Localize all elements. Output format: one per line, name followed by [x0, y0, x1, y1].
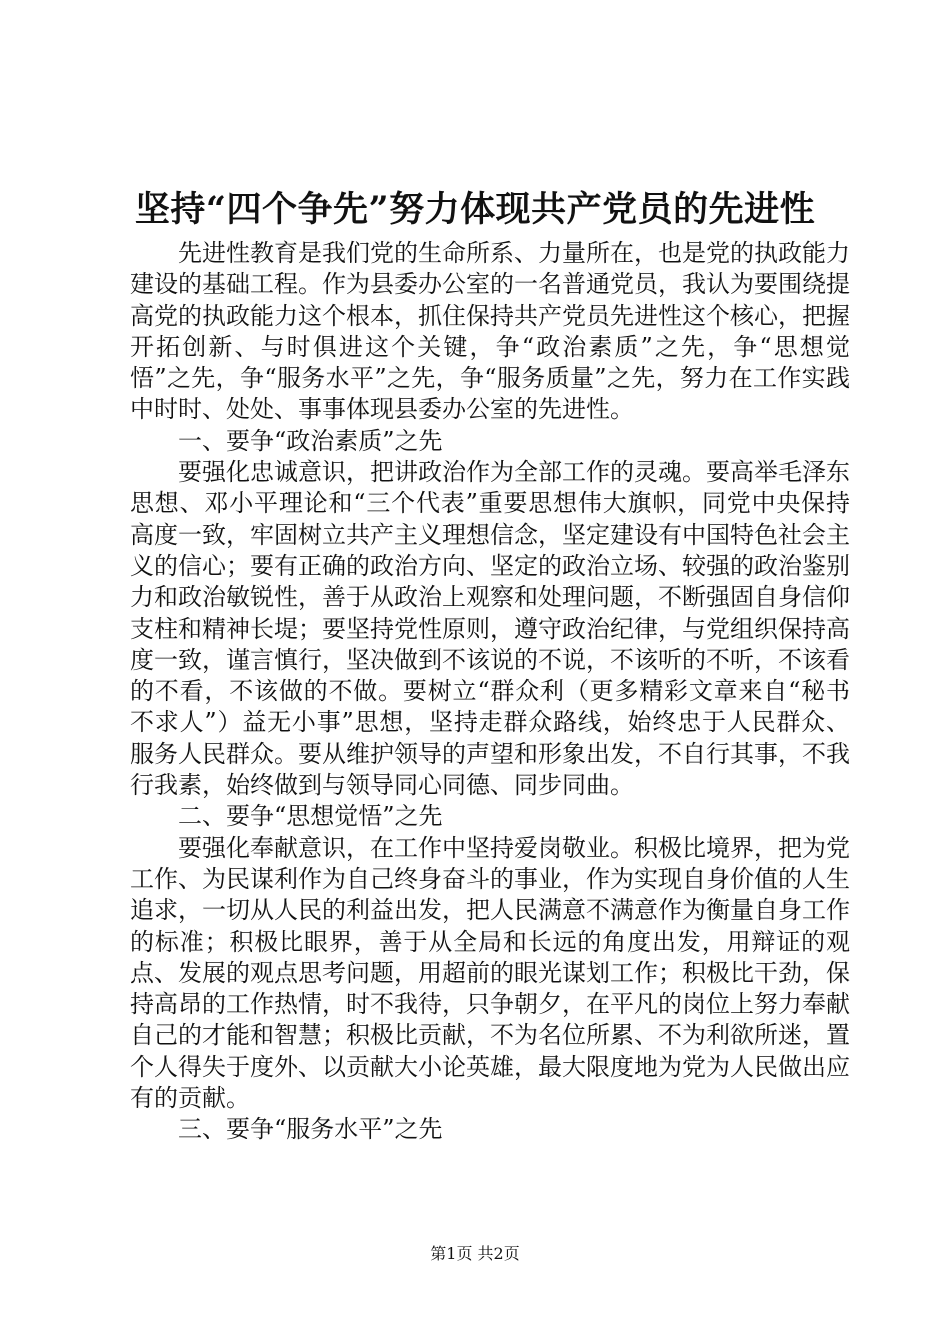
section-heading-3: 三、要争“服务水平”之先 — [178, 1115, 443, 1144]
paragraph-section-1: 要强化忠诚意识，把讲政治作为全部工作的灵魂。要高举毛泽东思想、邓小平理论和“三个代表”重要思想伟大旗帜，同党中央保持高度一致，牢固树立共产主义理想信念，坚定建设有中国特色社会主义的信心；要有正确的政治方向、坚定的政治立场、较强的政治鉴别力和政治敏锐性，善于从政治上观察和处理问题，不断强固自身信仰支柱和精神长堤；要坚持党性原则，遵守政治纪律，与党组织保持高度一致，谨言慎行，坚决做到不该说的不说，不该听的不听，不该看的不看，不该做的不做。要树立“群众利（更多精彩文章来自“秘书不求人”）益无小事”思想，坚持走群众路线，始终忠于人民群众、服务人民群众。要从维护领导的声望和形象出发，不自行其事，不我行我素，始终做到与领导同心同德、同步同曲。 — [130, 458, 850, 800]
document-body — [130, 238, 850, 1146]
section-heading-2: 二、要争“思想觉悟”之先 — [178, 802, 443, 831]
section-heading-1: 一、要争“政治素质”之先 — [178, 426, 443, 455]
paragraph-intro: 先进性教育是我们党的生命所系、力量所在，也是党的执政能力建设的基础工程。作为县委办公室的一名普通党员，我认为要围绕提高党的执政能力这个根本，抓住保持共产党员先进性这个核心，把握开拓创新、与时俱进这个关键，争“政治素质”之先，争“思想觉悟”之先，争“服务水平”之先，争“服务质量”之先，努力在工作实践中时时、处处、事事体现县委办公室的先进性。 — [130, 239, 850, 424]
document-title: 坚持“四个争先”努力体现共产党员的先进性 — [134, 189, 816, 230]
page-number-footer: 第1页 共2页 — [430, 1244, 520, 1263]
paragraph-section-2: 要强化奉献意识，在工作中坚持爱岗敬业。积极比境界，把为党工作、为民谋利作为自己终身奋斗的事业，作为实现自身价值的人生追求，一切从人民的利益出发，把人民满意不满意作为衡量自身工作的标准；积极比眼界，善于从全局和长远的角度出发，用辩证的观点、发展的观点思考问题，用超前的眼光谋划工作；积极比干劲，保持高昂的工作热情，时不我待，只争朝夕，在平凡的岗位上努力奉献自己的才能和智慧；积极比贡献，不为名位所累、不为利欲所迷，置个人得失于度外、以贡献大小论英雄，最大限度地为党为人民做出应有的贡献。 — [130, 833, 850, 1113]
